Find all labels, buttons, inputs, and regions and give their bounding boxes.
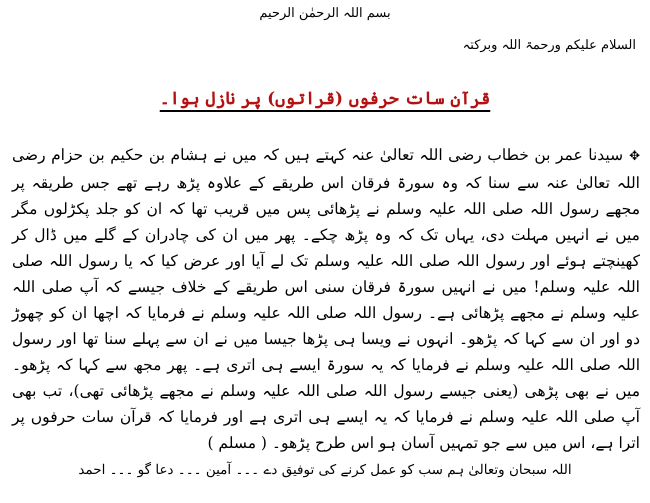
bismillah-header: بسم اللہ الرحمٰن الرحیم xyxy=(259,6,391,21)
heading-text: قرآن سات حرفوں (قراتوں) پر نازل ہوا۔ xyxy=(159,89,491,109)
hadith-text: سیدنا عمر بن خطاب رضی اللہ تعالیٰ عنہ کہتے ہیں کہ میں نے ہشام بن حکیم بن حزام رضی اللہ تعالیٰ عنہ سے سنا کہ وہ سورۃ فرقان اس طریقے کے علاوہ پڑھ رہے تھے جس طریقہ پر مجھے رسول اللہ صلی اللہ علیہ وسلم نے پڑھائی پس میں قریب تھا کہ ان کو جلد پکڑلوں مگر میں نے انہیں مہلت دی، یہاں تک کہ وہ پڑھ چکے۔ پھر میں ان کی چادران کے گلے میں ڈال کر کھینچتے ہوئے اور رسول اللہ صلی اللہ علیہ وسلم تک لے آیا اور عرض کیا کہ یا رسول اللہ صلی اللہ علیہ وسلم! میں نے انہیں سورۃ فرقان سنی اس طریقے کے خلاف جیسے کہ آپ صلی اللہ علیہ وسلم نے مجھے پڑھائی ہے۔ رسول اللہ صلی اللہ علیہ وسلم نے فرمایا کہ اچھا ان کو چھوڑ دو اور ان سے کہا کہ پڑھو۔ انہوں نے ویسا ہی پڑھا جیسا میں نے ان سے پہلے سنا تھا اور رسول اللہ صلی اللہ علیہ وسلم نے فرمایا کہ یہ سورۃ ایسے ہی اتری ہے۔ پھر مجھ سے کہا کہ پڑھو۔ میں نے بھی پڑھی (یعنی جیسے رسول اللہ صلی اللہ علیہ وسلم نے مجھے پڑھائی تھی)، تب بھی آپ صلی اللہ علیہ وسلم نے فرمایا کہ یہ ایسے ہی اتری ہے اور فرمایا کہ قرآن سات حرفوں پر اترا ہے، اس میں سے جو تمہیں آسان ہو اس طرح پڑھو۔ ( مسلم ) xyxy=(12,146,640,452)
document-heading xyxy=(0,88,650,109)
bullet-icon: ✥ xyxy=(629,149,640,164)
hadith-body xyxy=(12,142,640,456)
closing-prayer: اللہ سبحان وتعالیٰ ہم سب کو عمل کرنے کی توفیق دے ۔۔۔ آمین ۔۔۔ دعا گو ۔۔۔ احمد xyxy=(78,462,572,478)
greeting-line: السلام علیکم ورحمۃ اللہ وبرکتہ xyxy=(462,38,636,53)
